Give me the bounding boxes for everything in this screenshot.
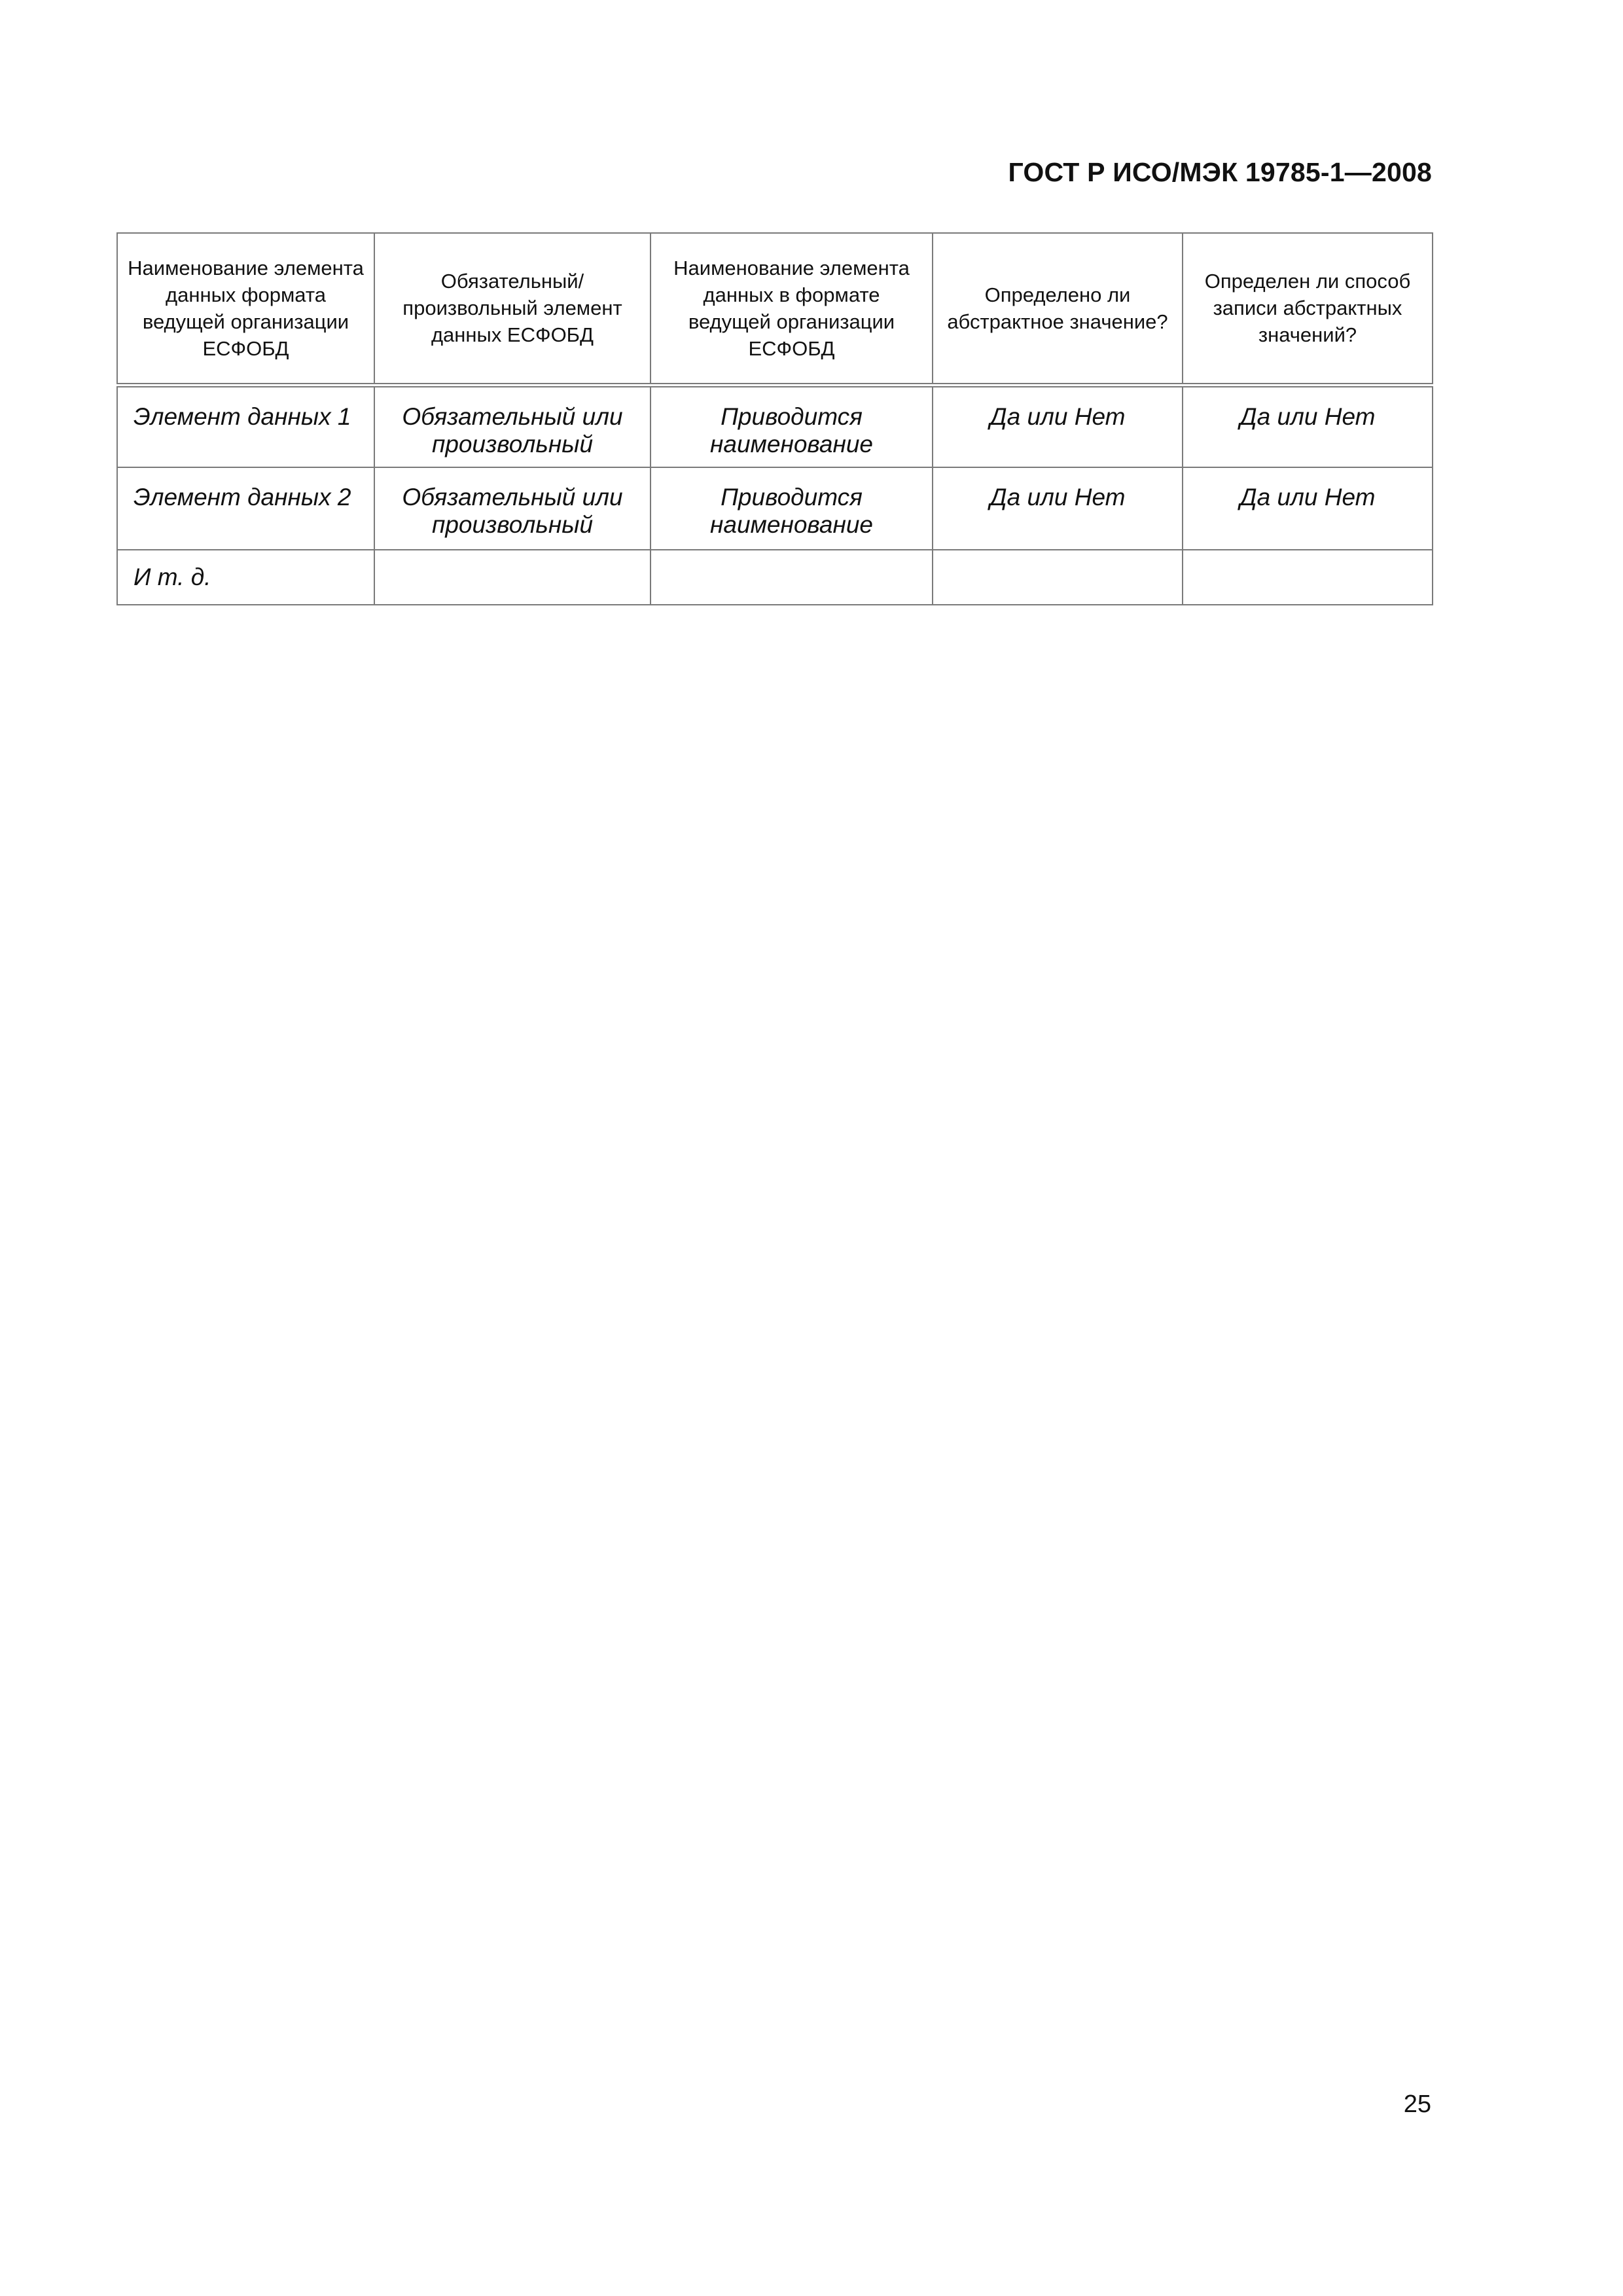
table-cell: Да или Нет (1183, 385, 1433, 467)
table-row (117, 467, 1433, 550)
page-number: 25 (1403, 2090, 1431, 2118)
table-cell: Приводится наименование (651, 385, 933, 467)
column-header-abstract-value: Определено ли абстрактное значение? (933, 233, 1183, 385)
table-cell: Обязательный или произвольный (374, 467, 651, 550)
table-cell (1183, 550, 1433, 605)
table-cell (651, 550, 933, 605)
column-header-format-name: Наименование элемента данных в формате ведущей организации ЕСФОБД (651, 233, 933, 385)
table-cell: Да или Нет (933, 385, 1183, 467)
standard-designation: ГОСТ Р ИСО/МЭК 19785-1—2008 (1008, 157, 1432, 187)
table-cell: Да или Нет (933, 467, 1183, 550)
table-cell: Элемент данных 2 (117, 467, 374, 550)
column-header-encoding: Определен ли способ записи абстрактных значений? (1183, 233, 1433, 385)
table-header-row (117, 233, 1433, 385)
table-cell: Обязательный или произвольный (374, 385, 651, 467)
table-cell: Да или Нет (1183, 467, 1433, 550)
table-row (117, 385, 1433, 467)
column-header-mandatory: Обязательный/ произвольный элемент данных ЕСФОБД (374, 233, 651, 385)
table-cell: Приводится наименование (651, 467, 933, 550)
table-row (117, 550, 1433, 605)
table-cell: Элемент данных 1 (117, 385, 374, 467)
format-elements-table (116, 232, 1433, 605)
column-header-element-name: Наименование элемента данных формата ведущей организации ЕСФОБД (117, 233, 374, 385)
table-cell (933, 550, 1183, 605)
table-cell: И т. д. (117, 550, 374, 605)
table-cell (374, 550, 651, 605)
